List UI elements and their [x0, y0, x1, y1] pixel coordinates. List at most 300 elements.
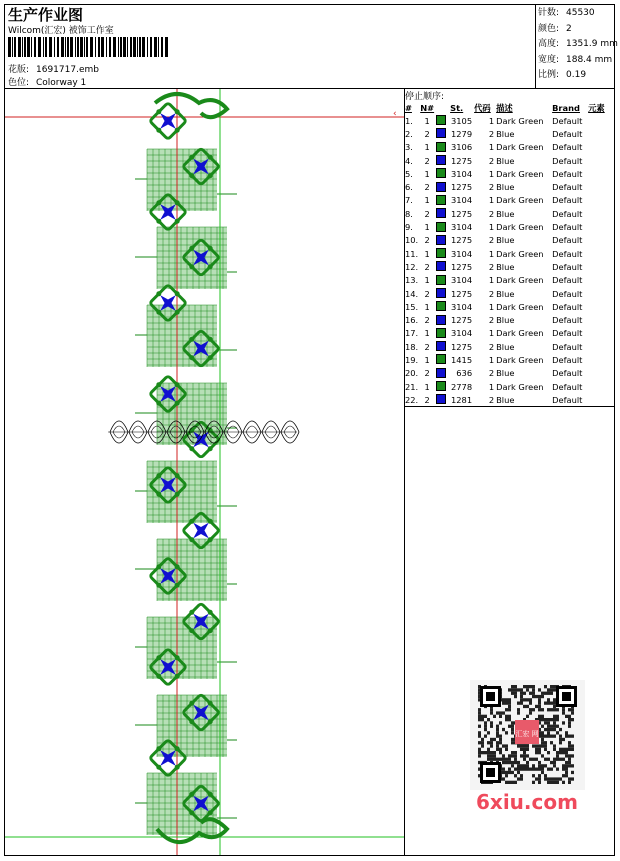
row-brand: Default	[552, 222, 583, 233]
row-needle: 1	[424, 301, 430, 312]
qr-module	[553, 728, 556, 731]
stat-row	[538, 22, 618, 38]
row-description: Blue	[496, 128, 515, 139]
qr-module	[511, 764, 514, 767]
barcode-bar	[75, 37, 76, 57]
qr-module	[571, 748, 574, 751]
qr-module	[502, 711, 505, 714]
qr-module	[562, 721, 565, 724]
qr-module	[541, 692, 544, 695]
qr-module	[550, 777, 553, 780]
qr-module	[532, 768, 535, 771]
barcode-bar	[90, 37, 93, 57]
qr-module	[541, 741, 544, 744]
color-swatch	[436, 222, 446, 232]
row-description: Dark Green	[496, 354, 544, 365]
qr-module	[520, 777, 523, 780]
barcode-bar	[133, 37, 136, 57]
qr-module	[508, 771, 511, 774]
qr-module	[502, 771, 505, 774]
qr-module	[490, 741, 493, 744]
row-index: 7.	[405, 195, 413, 206]
qr-module	[568, 741, 571, 744]
row-brand: Default	[552, 368, 583, 379]
color-swatch	[436, 155, 446, 165]
row-element	[587, 154, 614, 167]
qr-module	[547, 698, 550, 701]
qr-module	[565, 754, 568, 757]
row-swatch	[435, 141, 449, 154]
table-row	[404, 327, 614, 340]
row-brand: Default	[552, 275, 583, 286]
color-swatch	[436, 248, 446, 258]
qr-module	[553, 761, 556, 764]
row-needle: 2	[424, 128, 430, 139]
row-index: 1.	[405, 115, 413, 126]
qr-module	[529, 692, 532, 695]
qr-module	[559, 735, 562, 738]
table-row	[404, 114, 614, 127]
row-code: 1	[488, 275, 495, 286]
row-description: Dark Green	[496, 115, 544, 126]
table-row	[404, 180, 614, 193]
qr-module	[565, 735, 568, 738]
row-index: 2.	[405, 128, 413, 139]
badge-text: 汇宏 网	[515, 730, 539, 738]
qr-module	[568, 708, 571, 711]
qr-module	[547, 708, 550, 711]
barcode-bar	[38, 37, 41, 57]
qr-module	[535, 758, 538, 761]
qr-module	[559, 758, 562, 761]
qr-module	[568, 725, 571, 728]
qr-module	[550, 781, 553, 784]
row-code: 1	[488, 115, 495, 126]
qr-module	[535, 705, 538, 708]
row-code: 2	[488, 182, 495, 193]
qr-module	[559, 728, 562, 731]
row-description: Blue	[496, 368, 515, 379]
qr-module	[508, 754, 511, 757]
color-swatch	[436, 168, 446, 178]
qr-module	[508, 718, 511, 721]
row-stitches: 1275	[450, 315, 473, 326]
row-stitches: 2778	[450, 381, 473, 392]
qr-center-badge	[515, 720, 539, 744]
qr-module	[571, 771, 574, 774]
barcode-bar	[101, 37, 104, 57]
row-description: Dark Green	[496, 328, 544, 339]
stat-value: 0.19	[566, 70, 587, 80]
col-header-element: 元素	[588, 103, 605, 113]
stat-label: 比例:	[538, 70, 560, 80]
barcode-bar	[77, 37, 79, 57]
row-description: Blue	[496, 341, 515, 352]
qr-module	[529, 758, 532, 761]
qr-module	[517, 708, 520, 711]
qr-module	[517, 768, 520, 771]
qr-module	[553, 744, 556, 747]
qr-module	[532, 692, 535, 695]
qr-module	[487, 748, 490, 751]
qr-module	[538, 748, 541, 751]
qr-module	[568, 744, 571, 747]
stat-label: 颜色:	[538, 23, 560, 34]
stat-value: 188.4 mm	[566, 54, 613, 65]
qr-module	[538, 705, 541, 708]
row-brand: Default	[552, 341, 583, 352]
qr-module	[568, 764, 571, 767]
row-swatch	[435, 167, 449, 180]
row-index: 12.	[405, 261, 419, 272]
qr-module	[514, 692, 517, 695]
row-swatch	[435, 393, 449, 406]
row-index: 14.	[405, 288, 419, 299]
qr-module	[538, 751, 541, 754]
qr-module	[529, 685, 532, 688]
barcode-bar	[22, 37, 23, 57]
qr-module	[553, 777, 556, 780]
qr-module	[553, 688, 556, 691]
barcode-bar	[165, 37, 168, 57]
qr-module	[565, 748, 568, 751]
color-swatch	[436, 195, 446, 205]
qr-module	[568, 781, 571, 784]
qr-module	[478, 751, 481, 754]
stat-label: 高度:	[538, 39, 560, 49]
barcode-bar	[31, 37, 32, 57]
qr-module	[508, 698, 511, 701]
qr-module	[517, 764, 520, 767]
table-row	[404, 220, 614, 233]
qr-module	[568, 758, 571, 761]
row-element	[587, 207, 614, 220]
qr-module	[493, 754, 496, 757]
row-swatch	[435, 353, 449, 366]
qr-module	[481, 715, 484, 718]
row-code: 2	[488, 315, 495, 326]
row-code: 1	[488, 381, 495, 392]
qr-module	[481, 738, 484, 741]
qr-module	[568, 761, 571, 764]
row-swatch	[435, 274, 449, 287]
barcode-bar	[8, 37, 11, 57]
qr-module	[520, 768, 523, 771]
qr-module	[529, 702, 532, 705]
qr-module	[508, 768, 511, 771]
qr-module	[565, 764, 568, 767]
row-swatch	[435, 207, 449, 220]
qr-module	[541, 708, 544, 711]
qr-module	[532, 688, 535, 691]
barcode-bar	[106, 37, 107, 57]
qr-module	[502, 702, 505, 705]
qr-module	[541, 718, 544, 721]
qr-module	[490, 721, 493, 724]
stat-value: 45530	[566, 8, 595, 18]
qr-module	[526, 764, 529, 767]
row-element	[587, 220, 614, 233]
arrow-marker: ‹	[393, 109, 397, 119]
qr-module	[556, 715, 559, 718]
qr-module	[520, 748, 523, 751]
qr-module	[487, 758, 490, 761]
qr-module	[511, 771, 514, 774]
qr-module	[499, 758, 502, 761]
row-needle: 1	[424, 115, 430, 126]
row-brand: Default	[552, 155, 583, 166]
qr-module	[481, 718, 484, 721]
row-needle: 1	[424, 195, 430, 206]
qr-module	[565, 731, 568, 734]
row-element	[587, 127, 614, 140]
qr-module	[559, 751, 562, 754]
table-row	[404, 247, 614, 260]
qr-module	[547, 777, 550, 780]
qr-module	[535, 695, 538, 698]
qr-module	[511, 688, 514, 691]
qr-module	[550, 735, 553, 738]
qr-module	[529, 711, 532, 714]
qr-module	[535, 777, 538, 780]
barcode-bar	[139, 37, 141, 57]
qr-module	[487, 718, 490, 721]
qr-module	[565, 761, 568, 764]
stat-row	[538, 68, 618, 84]
barcode-bar	[24, 37, 26, 57]
barcode-bar	[84, 37, 85, 57]
barcode-bar	[18, 37, 21, 57]
stat-row	[538, 37, 618, 53]
qr-module	[490, 754, 493, 757]
qr-finder-inner	[562, 692, 571, 701]
qr-module	[523, 751, 526, 754]
row-description: Dark Green	[496, 222, 544, 233]
row-needle: 1	[424, 354, 430, 365]
qr-module	[547, 721, 550, 724]
row-index: 13.	[405, 275, 419, 286]
row-stitches: 636	[456, 368, 473, 379]
qr-module	[553, 781, 556, 784]
qr-module	[553, 698, 556, 701]
row-stitches: 1275	[450, 288, 473, 299]
qr-module	[529, 698, 532, 701]
barcode-bar	[150, 37, 152, 57]
row-index: 22.	[405, 394, 419, 405]
qr-module	[544, 741, 547, 744]
row-brand: Default	[552, 235, 583, 246]
qr-module	[550, 702, 553, 705]
row-code: 2	[488, 288, 495, 299]
qr-module	[553, 748, 556, 751]
stop-sequence-title: 停止顺序:	[405, 92, 445, 102]
qr-module	[523, 748, 526, 751]
row-element	[587, 194, 614, 207]
qr-finder-inner	[486, 768, 495, 777]
qr-module	[532, 758, 535, 761]
qr-module	[541, 744, 544, 747]
col-header-brand: Brand	[552, 103, 580, 113]
qr-module	[478, 741, 481, 744]
qr-module	[514, 751, 517, 754]
table-header-row	[404, 102, 614, 114]
color-swatch	[436, 315, 446, 325]
qr-module	[535, 751, 538, 754]
row-code: 2	[488, 261, 495, 272]
qr-module	[541, 764, 544, 767]
row-element	[587, 367, 614, 380]
qr-module	[514, 768, 517, 771]
row-index: 3.	[405, 142, 413, 153]
row-code: 1	[488, 328, 495, 339]
row-brand: Default	[552, 301, 583, 312]
qr-module	[523, 758, 526, 761]
qr-module	[496, 758, 499, 761]
qr-module	[565, 774, 568, 777]
qr-module	[523, 768, 526, 771]
row-description: Blue	[496, 261, 515, 272]
row-element	[587, 167, 614, 180]
qr-module	[496, 735, 499, 738]
qr-module	[547, 768, 550, 771]
table-row	[404, 167, 614, 180]
row-stitches: 1275	[450, 235, 473, 246]
row-element	[587, 234, 614, 247]
qr-module	[493, 758, 496, 761]
qr-module	[538, 708, 541, 711]
row-swatch	[435, 300, 449, 313]
barcode-bar	[123, 37, 126, 57]
table-row	[404, 367, 614, 380]
qr-module	[541, 695, 544, 698]
row-description: Dark Green	[496, 195, 544, 206]
barcode	[8, 37, 168, 57]
row-needle: 1	[424, 248, 430, 259]
row-needle: 2	[424, 235, 430, 246]
qr-module	[547, 781, 550, 784]
row-stitches: 3105	[450, 115, 473, 126]
barcode-bar	[14, 37, 16, 57]
qr-module	[490, 744, 493, 747]
row-index: 19.	[405, 354, 419, 365]
file-value: 1691717.emb	[36, 65, 99, 75]
row-index: 9.	[405, 222, 413, 233]
row-needle: 1	[424, 222, 430, 233]
barcode-bar	[57, 37, 59, 57]
qr-module	[505, 774, 508, 777]
qr-module	[532, 774, 535, 777]
qr-module	[559, 748, 562, 751]
row-brand: Default	[552, 168, 583, 179]
table-row	[404, 194, 614, 207]
row-element	[587, 180, 614, 193]
qr-module	[511, 751, 514, 754]
qr-module	[526, 744, 529, 747]
row-swatch	[435, 313, 449, 326]
qr-module	[568, 735, 571, 738]
qr-module	[565, 771, 568, 774]
qr-module	[496, 731, 499, 734]
qr-module	[499, 735, 502, 738]
qr-module	[541, 725, 544, 728]
qr-module	[520, 695, 523, 698]
col-header-index: #	[405, 103, 412, 113]
embroidery-design-preview	[5, 89, 404, 855]
qr-module	[478, 735, 481, 738]
qr-module	[553, 715, 556, 718]
qr-module	[556, 731, 559, 734]
qr-module	[532, 781, 535, 784]
qr-module	[544, 721, 547, 724]
row-element	[587, 300, 614, 313]
row-brand: Default	[552, 128, 583, 139]
qr-module	[505, 761, 508, 764]
qr-module	[499, 738, 502, 741]
stats-panel	[538, 6, 618, 84]
table-row	[404, 380, 614, 393]
qr-module	[565, 751, 568, 754]
row-swatch	[435, 367, 449, 380]
row-code: 1	[488, 142, 495, 153]
page-subtitle: Wilcom(汇宏) 被饰工作室	[8, 26, 114, 36]
row-code: 2	[488, 368, 495, 379]
qr-module	[511, 692, 514, 695]
qr-module	[562, 748, 565, 751]
qr-module	[496, 711, 499, 714]
qr-module	[571, 718, 574, 721]
barcode-bar	[109, 37, 111, 57]
qr-module	[544, 758, 547, 761]
mesh-panel	[135, 227, 237, 289]
row-stitches: 1275	[450, 341, 473, 352]
qr-module	[571, 735, 574, 738]
qr-module	[526, 768, 529, 771]
qr-module	[505, 781, 508, 784]
qr-module	[571, 764, 574, 767]
qr-module	[532, 708, 535, 711]
qr-module	[571, 777, 574, 780]
row-description: Blue	[496, 182, 515, 193]
color-swatch	[436, 115, 446, 125]
row-code: 1	[488, 248, 495, 259]
qr-finder-inner	[486, 692, 495, 701]
row-code: 2	[488, 155, 495, 166]
table-row	[404, 127, 614, 140]
row-needle: 2	[424, 341, 430, 352]
row-index: 15.	[405, 301, 419, 312]
row-needle: 2	[424, 155, 430, 166]
qr-module	[568, 748, 571, 751]
row-stitches: 3104	[450, 248, 473, 259]
row-code: 2	[488, 128, 495, 139]
row-swatch	[435, 234, 449, 247]
qr-module	[541, 771, 544, 774]
qr-module	[505, 731, 508, 734]
row-swatch	[435, 247, 449, 260]
qr-module	[502, 728, 505, 731]
qr-module	[523, 698, 526, 701]
qr-module	[526, 698, 529, 701]
qr-module	[478, 725, 481, 728]
qr-module	[553, 708, 556, 711]
qr-module	[499, 711, 502, 714]
barcode-bar	[65, 37, 66, 57]
qr-module	[523, 692, 526, 695]
color-swatch	[436, 261, 446, 271]
row-stitches: 1415	[450, 354, 473, 365]
qr-module	[520, 692, 523, 695]
qr-module	[562, 774, 565, 777]
